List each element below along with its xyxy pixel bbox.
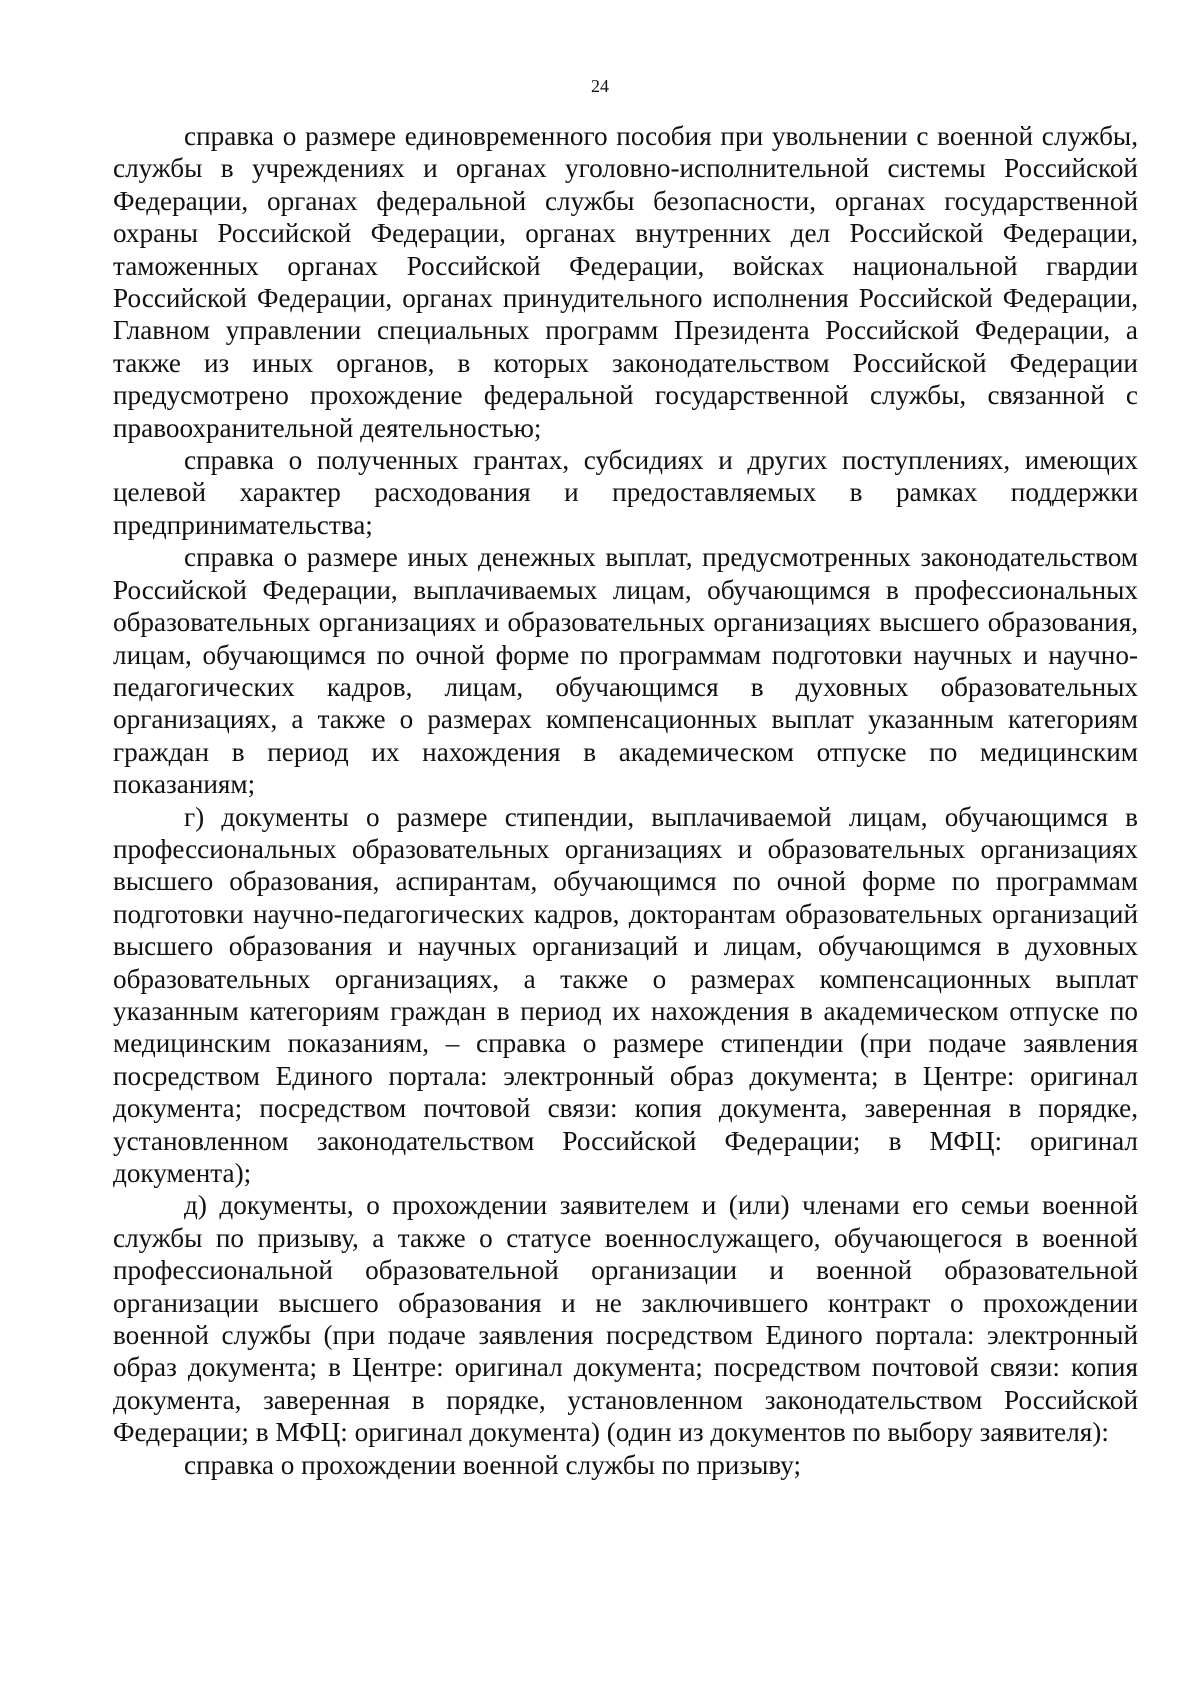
paragraph-military-service-certificate: справка о прохождении военной службы по призыву; (184, 1449, 802, 1480)
paragraph-item-g-stipend-documents: г) документы о размере стипендии, выплачиваемой лицам, обучающимся в профессиональных образовательных организациях и образовательных организациях высшего образования, аспирантам, обучающимся по очной форме по программам подготовки научно-педагогических кадров, докторантам образовательных организаций высшего образования и научных организаций и лицам, обучающимся в духовных образовательных организациях, а также о размерах компенсационных выплат указанным категориям граждан в период их нахождения в академическом отпуске по медицинским показаниям, – справка о размере стипендии (при подаче заявления посредством Единого портала: электронный образ документа; в Центре: оригинал документа; посредством почтовой связи: копия документа, заверенная в порядке, установленном законодательством Российской Федерации; в МФЦ: оригинал документа); (113, 801, 1138, 1188)
paragraph-grants-certificate: справка о полученных грантах, субсидиях и других поступлениях, имеющих целевой характер расходования и предоставляемых в рамках поддержки предпринимательства; (113, 445, 1138, 540)
paragraph-item-d-military-service-documents: д) документы, о прохождении заявителем и (или) членами его семьи военной службы по призыву, а также о статусе военнослужащего, обучающегося в военной профессиональной образовательной организации и военной образовательной организации высшего образования и не заключившего контракт о прохождении военной службы (при подаче заявления посредством Единого портала: электронный образ документа; в Центре: оригинал документа; посредством почтовой связи: копия документа, заверенная в порядке, установленном законодательством Российской Федерации; в МФЦ: оригинал документа) (один из документов по выбору заявителя): (113, 1190, 1138, 1448)
paragraph-other-payments-certificate: справка о размере иных денежных выплат, предусмотренных законодательством Российской Федерации, выплачиваемых лицам, обучающимся в профессиональных образовательных организациях и образовательных организациях высшего образования, лицам, обучающимся по очной форме по программам подготовки научных и научно-педагогических кадров, лицам, обучающимся в духовных образовательных организациях, а также о размерах компенсационных выплат указанным категориям граждан в период их нахождения в академическом отпуске по медицинским показаниям; (113, 542, 1138, 800)
paragraph-severance-certificate: справка о размере единовременного пособия при увольнении с военной службы, службы в учреждениях и органах уголовно-исполнительной системы Российской Федерации, органах федеральной службы безопасности, органах государственной охраны Российской Федерации, органах внутренних дел Российской Федерации, таможенных органах Российской Федерации, войсках национальной гвардии Российской Федерации, органах принудительного исполнения Российской Федерации, Главном управлении специальных программ Президента Российской Федерации, а также из иных органов, в которых законодательством Российской Федерации предусмотрено прохождение федеральной государственной службы, связанной с правоохранительной деятельностью; (113, 121, 1138, 443)
document-body (113, 120, 1138, 1481)
page-number: 24 (591, 76, 609, 96)
